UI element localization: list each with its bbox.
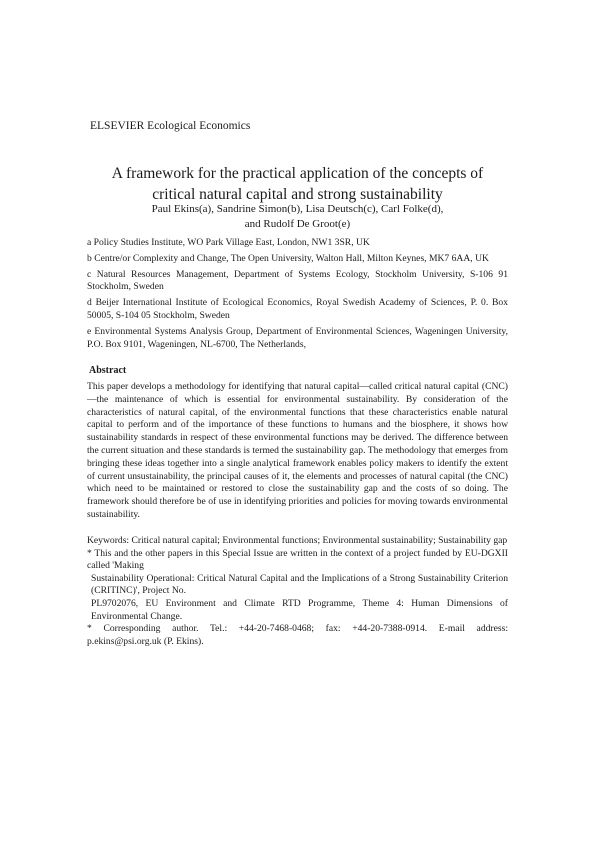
authors-line-2: and Rudolf De Groot(e) — [244, 218, 351, 230]
affiliations — [87, 237, 508, 354]
corresponding-author: * Corresponding author. Tel.: +44-20-7468-0468; fax: +44-20-7388-0914. E-mail address: p.ekins@psi.org.uk (P. Ekins). — [87, 623, 508, 647]
keywords: Keywords: Critical natural capital; Environmental functions; Environmental sustainability; Sustainability gap — [87, 535, 508, 546]
paper-title — [60, 163, 535, 205]
title-line-1: A framework for the practical application of the concepts of — [111, 165, 484, 182]
affiliation-a: a Policy Studies Institute, WO Park Village East, London, NW1 3SR, UK — [87, 237, 370, 248]
front-matter-notes — [87, 535, 508, 648]
footnote-project: Sustainability Operational: Critical Natural Capital and the Implications of a Strong Sustainability Criterion (CRITINC)', Project No. — [91, 572, 508, 597]
affiliation-b: b Centre/or Complexity and Change, The Open University, Walton Hall, Milton Keynes, MK7 6AA, UK — [87, 252, 489, 264]
author-list — [60, 202, 535, 232]
footnote-funding: * This and the other papers in this Special Issue are written in the context of a project funded by EU-DGXII called 'Making — [87, 547, 508, 572]
footnote-programme: PL9702076, EU Environment and Climate RTD Programme, Theme 4: Human Dimensions of Environmental Change. — [91, 597, 508, 622]
abstract-text: This paper develops a methodology for identifying that natural capital—called critical natural capital (CNC)—the maintenance of which is essential for environmental sustainability. By consideration of the characteristics of natural capital, of the environmental functions that these characteristics enable natural capital to perform and of the importance of these functions to humans and the biosphere, it shows how sustainability standards in respect of these environmental functions may be derived. The difference between the current situation and these standards is termed the sustainability gap. The methodology that emerges from bringing these ideas together into a single analytical framework enables policy makers to identify the extent of current unsustainability, the principal causes of it, the elements and processes of natural capital (the CNC) which need to be maintained or restored to close the sustainability gap and the costs of so doing. The framework should therefore be of use in identifying priorities and policies for moving towards environmental sustainability. — [87, 381, 508, 520]
affiliation-c: c Natural Resources Management, Department of Systems Ecology, Stockholm University, S-106 91 Stockholm, Sweden — [87, 268, 508, 293]
abstract-heading: Abstract — [89, 365, 127, 376]
authors-line-1: Paul Ekins(a), Sandrine Simon(b), Lisa Deutsch(c), Carl Folke(d), — [151, 203, 444, 215]
journal-name: ELSEVIER Ecological Economics — [90, 120, 251, 132]
title-line-2: critical natural capital and strong sustainability — [152, 186, 443, 203]
affiliation-e: e Environmental Systems Analysis Group, Department of Environmental Sciences, Wageningen University, P.O. Box 9101, Wageningen, NL-6700, The Netherlands, — [87, 325, 508, 350]
affiliation-d: d Beijer International Institute of Ecological Economics, Royal Swedish Academy of Sciences, P. 0. Box 50005, S-104 05 Stockholm, Sweden — [87, 297, 508, 321]
